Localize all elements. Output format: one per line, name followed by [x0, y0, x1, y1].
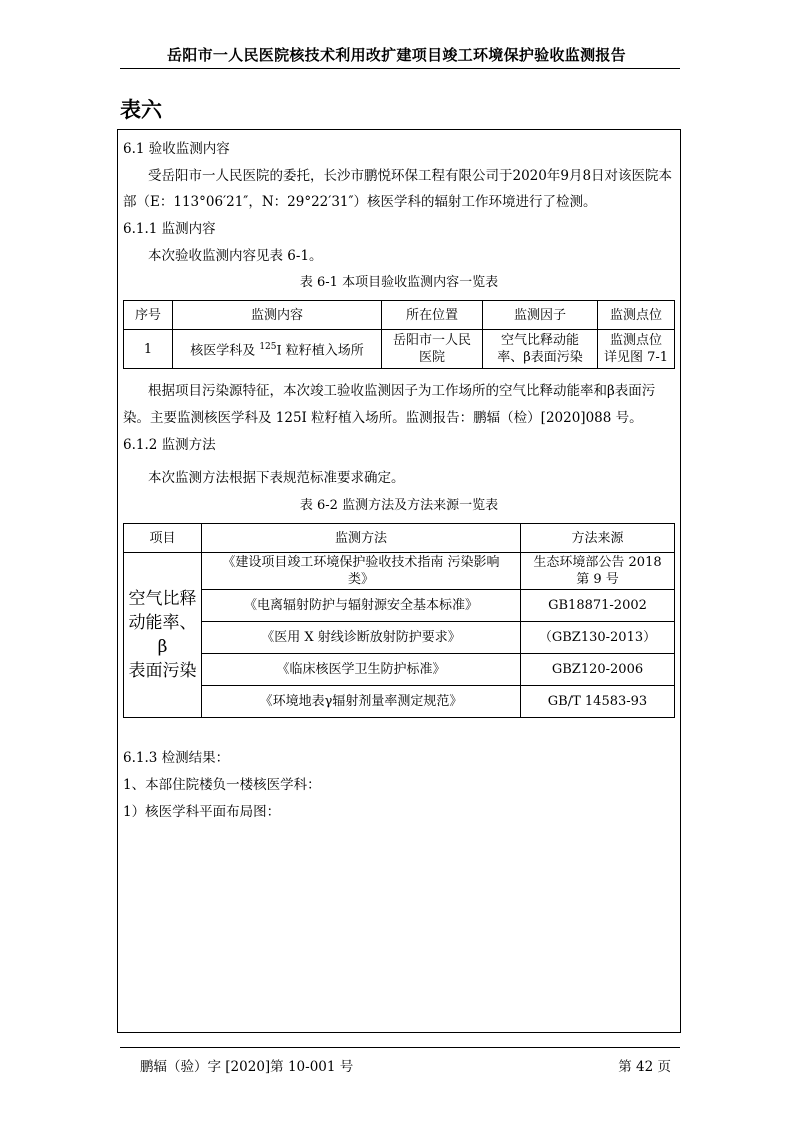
- method-cell: 《电离辐射防护与辐射源安全基本标准》: [202, 590, 521, 622]
- header-cell: 监测点位: [598, 301, 675, 330]
- header-cell: 序号: [124, 301, 173, 330]
- table-row: [124, 330, 675, 369]
- header-cell: 监测内容: [173, 301, 382, 330]
- source-cell: GBZ120-2006: [521, 654, 675, 686]
- paragraph-3-line-2: 染。主要监测核医学科及 125I 粒籽植入场所。监测报告：鹏辐（检）[2020]088 号。: [123, 410, 643, 426]
- paragraph-2: 本次验收监测内容见表 6-1。: [148, 248, 323, 264]
- section-title: 表六: [120, 97, 162, 122]
- source-cell: GB18871-2002: [521, 590, 675, 622]
- report-number: 鹏辐（验）字 [2020]第 10-001 号: [140, 1059, 354, 1075]
- source-cell: （GBZ130-2013）: [521, 622, 675, 654]
- table-row: [124, 553, 675, 590]
- table-header-row: [124, 301, 675, 330]
- header-cell: 监测因子: [483, 301, 598, 330]
- paragraph-3-line-1: 根据项目污染源特征，本次竣工验收监测因子为工作场所的空气比释动能率和β表面污: [148, 383, 656, 399]
- paragraph-4: 本次监测方法根据下表规范标准要求确定。: [148, 470, 405, 486]
- list-item-1: 1、本部住院楼负一楼核医学科：: [123, 777, 321, 793]
- table-row: [124, 654, 675, 686]
- table-header-row: [124, 524, 675, 553]
- report-header-title: 岳阳市一人民医院核技术利用改扩建项目竣工环境保护验收监测报告: [166, 46, 626, 64]
- method-cell: 《医用 X 射线诊断放射防护要求》: [202, 622, 521, 654]
- table-row: [124, 590, 675, 622]
- heading-6-1-2: 6.1.2 监测方法: [123, 437, 216, 453]
- header-cell: 监测方法: [202, 524, 521, 553]
- table-row: [124, 686, 675, 718]
- footer-divider: [120, 1047, 680, 1048]
- heading-6-1-1: 6.1.1 监测内容: [123, 221, 216, 237]
- source-cell: GB/T 14583-93: [521, 686, 675, 718]
- method-cell: 《临床核医学卫生防护标准》: [202, 654, 521, 686]
- monitoring-method-table: [123, 523, 675, 718]
- table-2-caption: 表 6-2 监测方法及方法来源一览表: [299, 498, 499, 513]
- header-divider: [120, 68, 680, 69]
- table-row: [124, 622, 675, 654]
- paragraph-1-line-2: 部（E：113°06′21″，N：29°22′31″）核医学科的辐射工作环境进行了检测。: [123, 194, 597, 210]
- monitoring-content-table: [123, 300, 675, 369]
- source-cell: 生态环境部公告 2018 第 9 号: [521, 553, 675, 590]
- row-number: 1: [124, 330, 173, 369]
- header-cell: 方法来源: [521, 524, 675, 553]
- header-cell: 项目: [124, 524, 202, 553]
- table-1-caption: 表 6-1 本项目验收监测内容一览表: [299, 275, 499, 290]
- method-cell: 《环境地表γ辐射剂量率测定规范》: [202, 686, 521, 718]
- heading-6-1: 6.1 验收监测内容: [123, 141, 230, 157]
- list-item-1-1: 1）核医学科平面布局图：: [123, 804, 281, 820]
- paragraph-1-line-1: 受岳阳市一人民医院的委托，长沙市鹏悦环保工程有限公司于2020年9月8日对该医院本: [148, 168, 673, 184]
- monitoring-factor: 空气比释动能 率、β表面污染: [483, 330, 598, 369]
- heading-6-1-3: 6.1.3 检测结果：: [123, 750, 230, 766]
- method-cell: 《建设项目竣工环境保护验收技术指南 污染影响 类》: [202, 553, 521, 590]
- monitoring-content: 核医学科及 $^{125}$I 粒籽植入场所: [173, 330, 382, 369]
- header-cell: 所在位置: [382, 301, 483, 330]
- item-cell: 空气比释 动能率、β 表面污染: [124, 553, 202, 718]
- location: 岳阳市一人民 医院: [382, 330, 483, 369]
- monitoring-point: 监测点位 详见图 7-1: [598, 330, 675, 369]
- page-number: 第 42 页: [618, 1059, 671, 1075]
